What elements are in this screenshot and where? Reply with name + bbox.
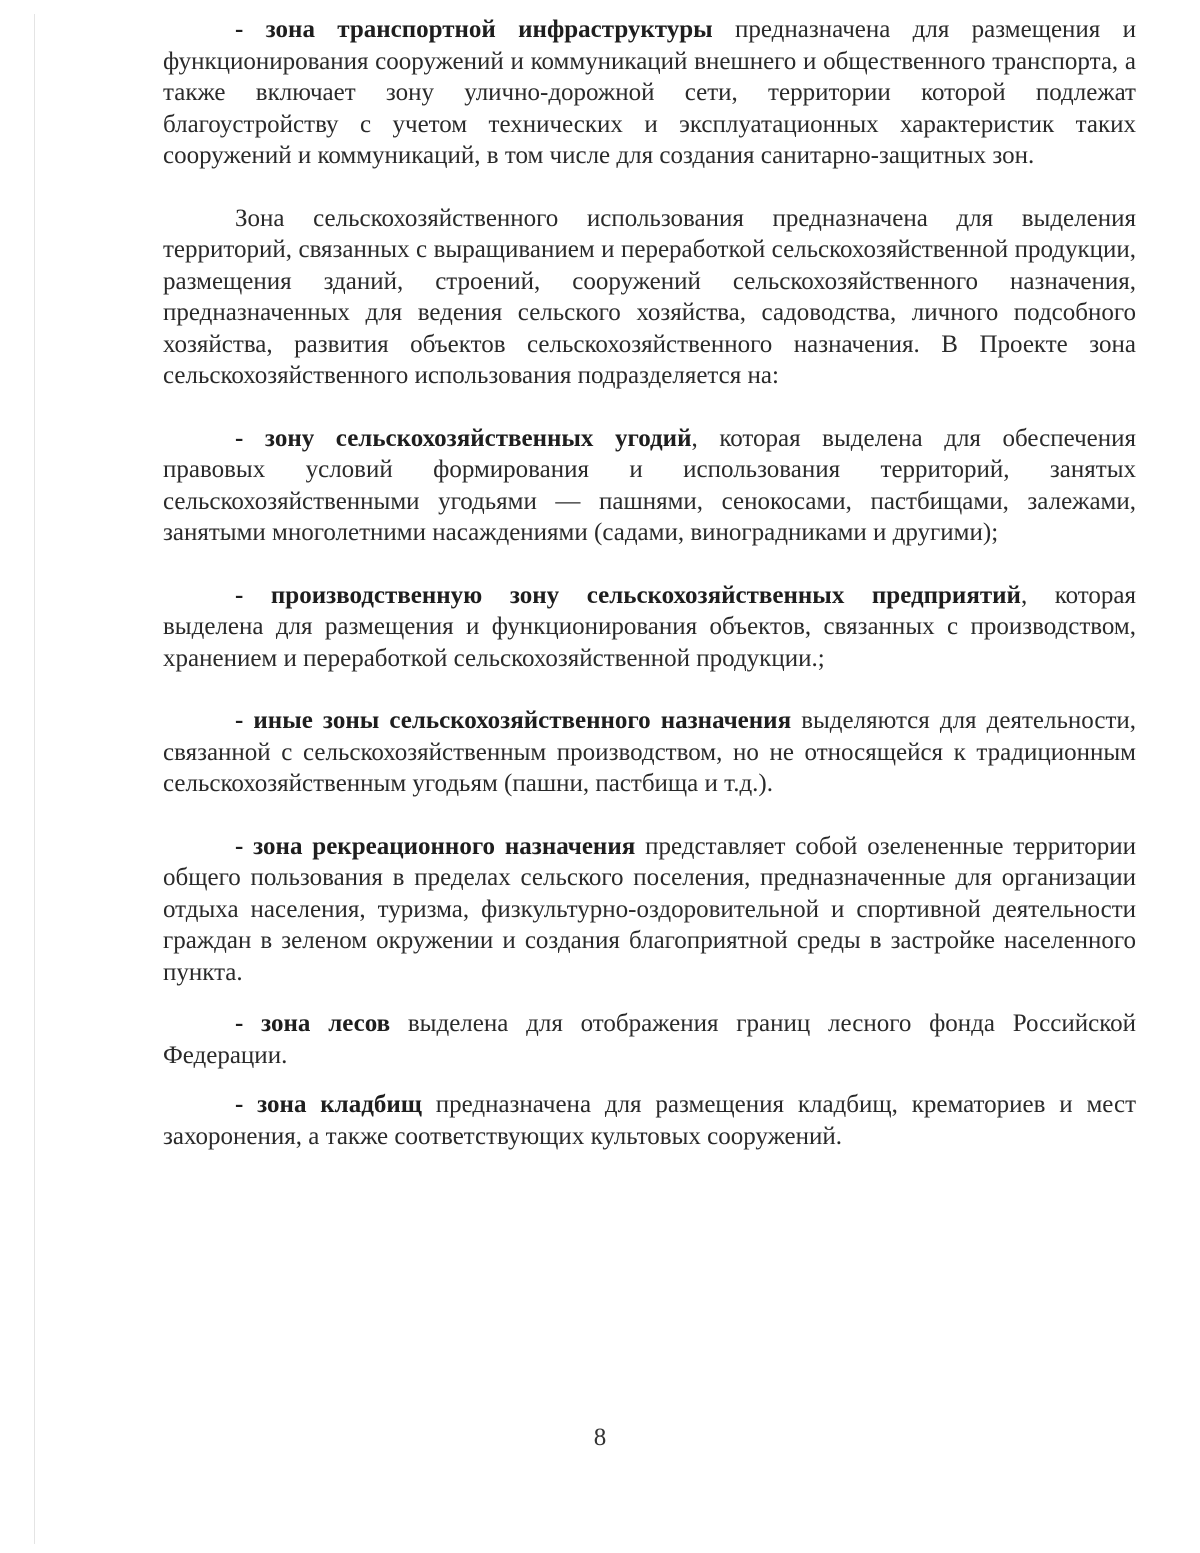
paragraph-text: предназначена для размещения кладбищ, крематориев и мест захоронения, а также соответствующих культовых сооружений. (163, 1091, 1137, 1150)
paragraph-production-zone (163, 580, 1136, 675)
paragraph-text: предназначена для размещения и функционирования сооружений и коммуникаций внешнего и общественного транспорта, а также включает зону улично-дорожной сети, территории которой подлежат благоустройству с учетом технических и эксплуатационных характеристик таких сооружений и коммуникаций, в том числе для создания санитарно-защитных зон. (163, 16, 1137, 169)
paragraph-text: , которая выделена для размещения и функционирования объектов, связанных с производством, хранением и переработкой сельскохозяйственной продукции.; (163, 581, 1136, 672)
paragraph-agricultural-zone (163, 203, 1136, 392)
paragraph-recreation-zone (163, 831, 1136, 989)
scan-edge-line (34, 14, 35, 1544)
paragraph-text: выделяются для деятельности, связанной с сельскохозяйственным производством, но не относящейся к традиционным сельскохозяйственным угодьям (пашни, пастбища и т.д.). (163, 707, 1136, 797)
paragraph-heading: - зона кладбищ (235, 1091, 422, 1118)
paragraph-text: , которая выделена для обеспечения правовых условий формирования и использования территорий, занятых сельскохозяйственными угодьями — пашнями, сенокосами, пастбищами, залежами, занятыми многолетними насаждениями (садами, виноградниками и другими); (163, 424, 1136, 546)
paragraph-other-agricultural-zones (163, 705, 1136, 800)
paragraph-text: представляет собой озелененные территории общего пользования в пределах сельского поселения, предназначенные для организации отдыха населения, туризма, физкультурно-оздоровительной и спортивной деятельности граждан в зеленом окружении и создания благоприятной среды в застройке населенного пункта. (163, 832, 1136, 986)
paragraph-heading: - иные зоны сельскохозяйственного назначения (235, 707, 792, 734)
paragraph-cemetery-zone (163, 1089, 1136, 1152)
paragraph-forest-zone (163, 1008, 1136, 1071)
page-number: 8 (593, 1424, 607, 1451)
document-body (163, 14, 1136, 1152)
paragraph-heading: - зона рекреационного назначения (235, 832, 636, 860)
paragraph-text: выделена для отображения границ лесного фонда Российской Федерации. (163, 1010, 1136, 1069)
paragraph-heading: - зона транспортной инфраструктуры (235, 16, 713, 43)
paragraph-heading: - зона лесов (235, 1010, 391, 1037)
paragraph-agricultural-lands-zone (163, 423, 1136, 549)
paragraph-text: Зона сельскохозяйственного использования предназначена для выделения территорий, связанных с выращиванием и переработкой сельскохозяйственной продукции, размещения зданий, строений, сооружений сельскохозяйственного назначения, предназначенных для ведения сельского хозяйства, садоводства, личного подсобного хозяйства, развития объектов сельскохозяйственного назначения. В Проекте зона сельскохозяйственного использования подразделяется на: (163, 204, 1136, 389)
paragraph-heading: - производственную зону сельскохозяйственных предприятий (235, 581, 1021, 609)
paragraph-heading: - зону сельскохозяйственных угодий (235, 424, 692, 452)
paragraph-transport-zone (163, 14, 1136, 172)
